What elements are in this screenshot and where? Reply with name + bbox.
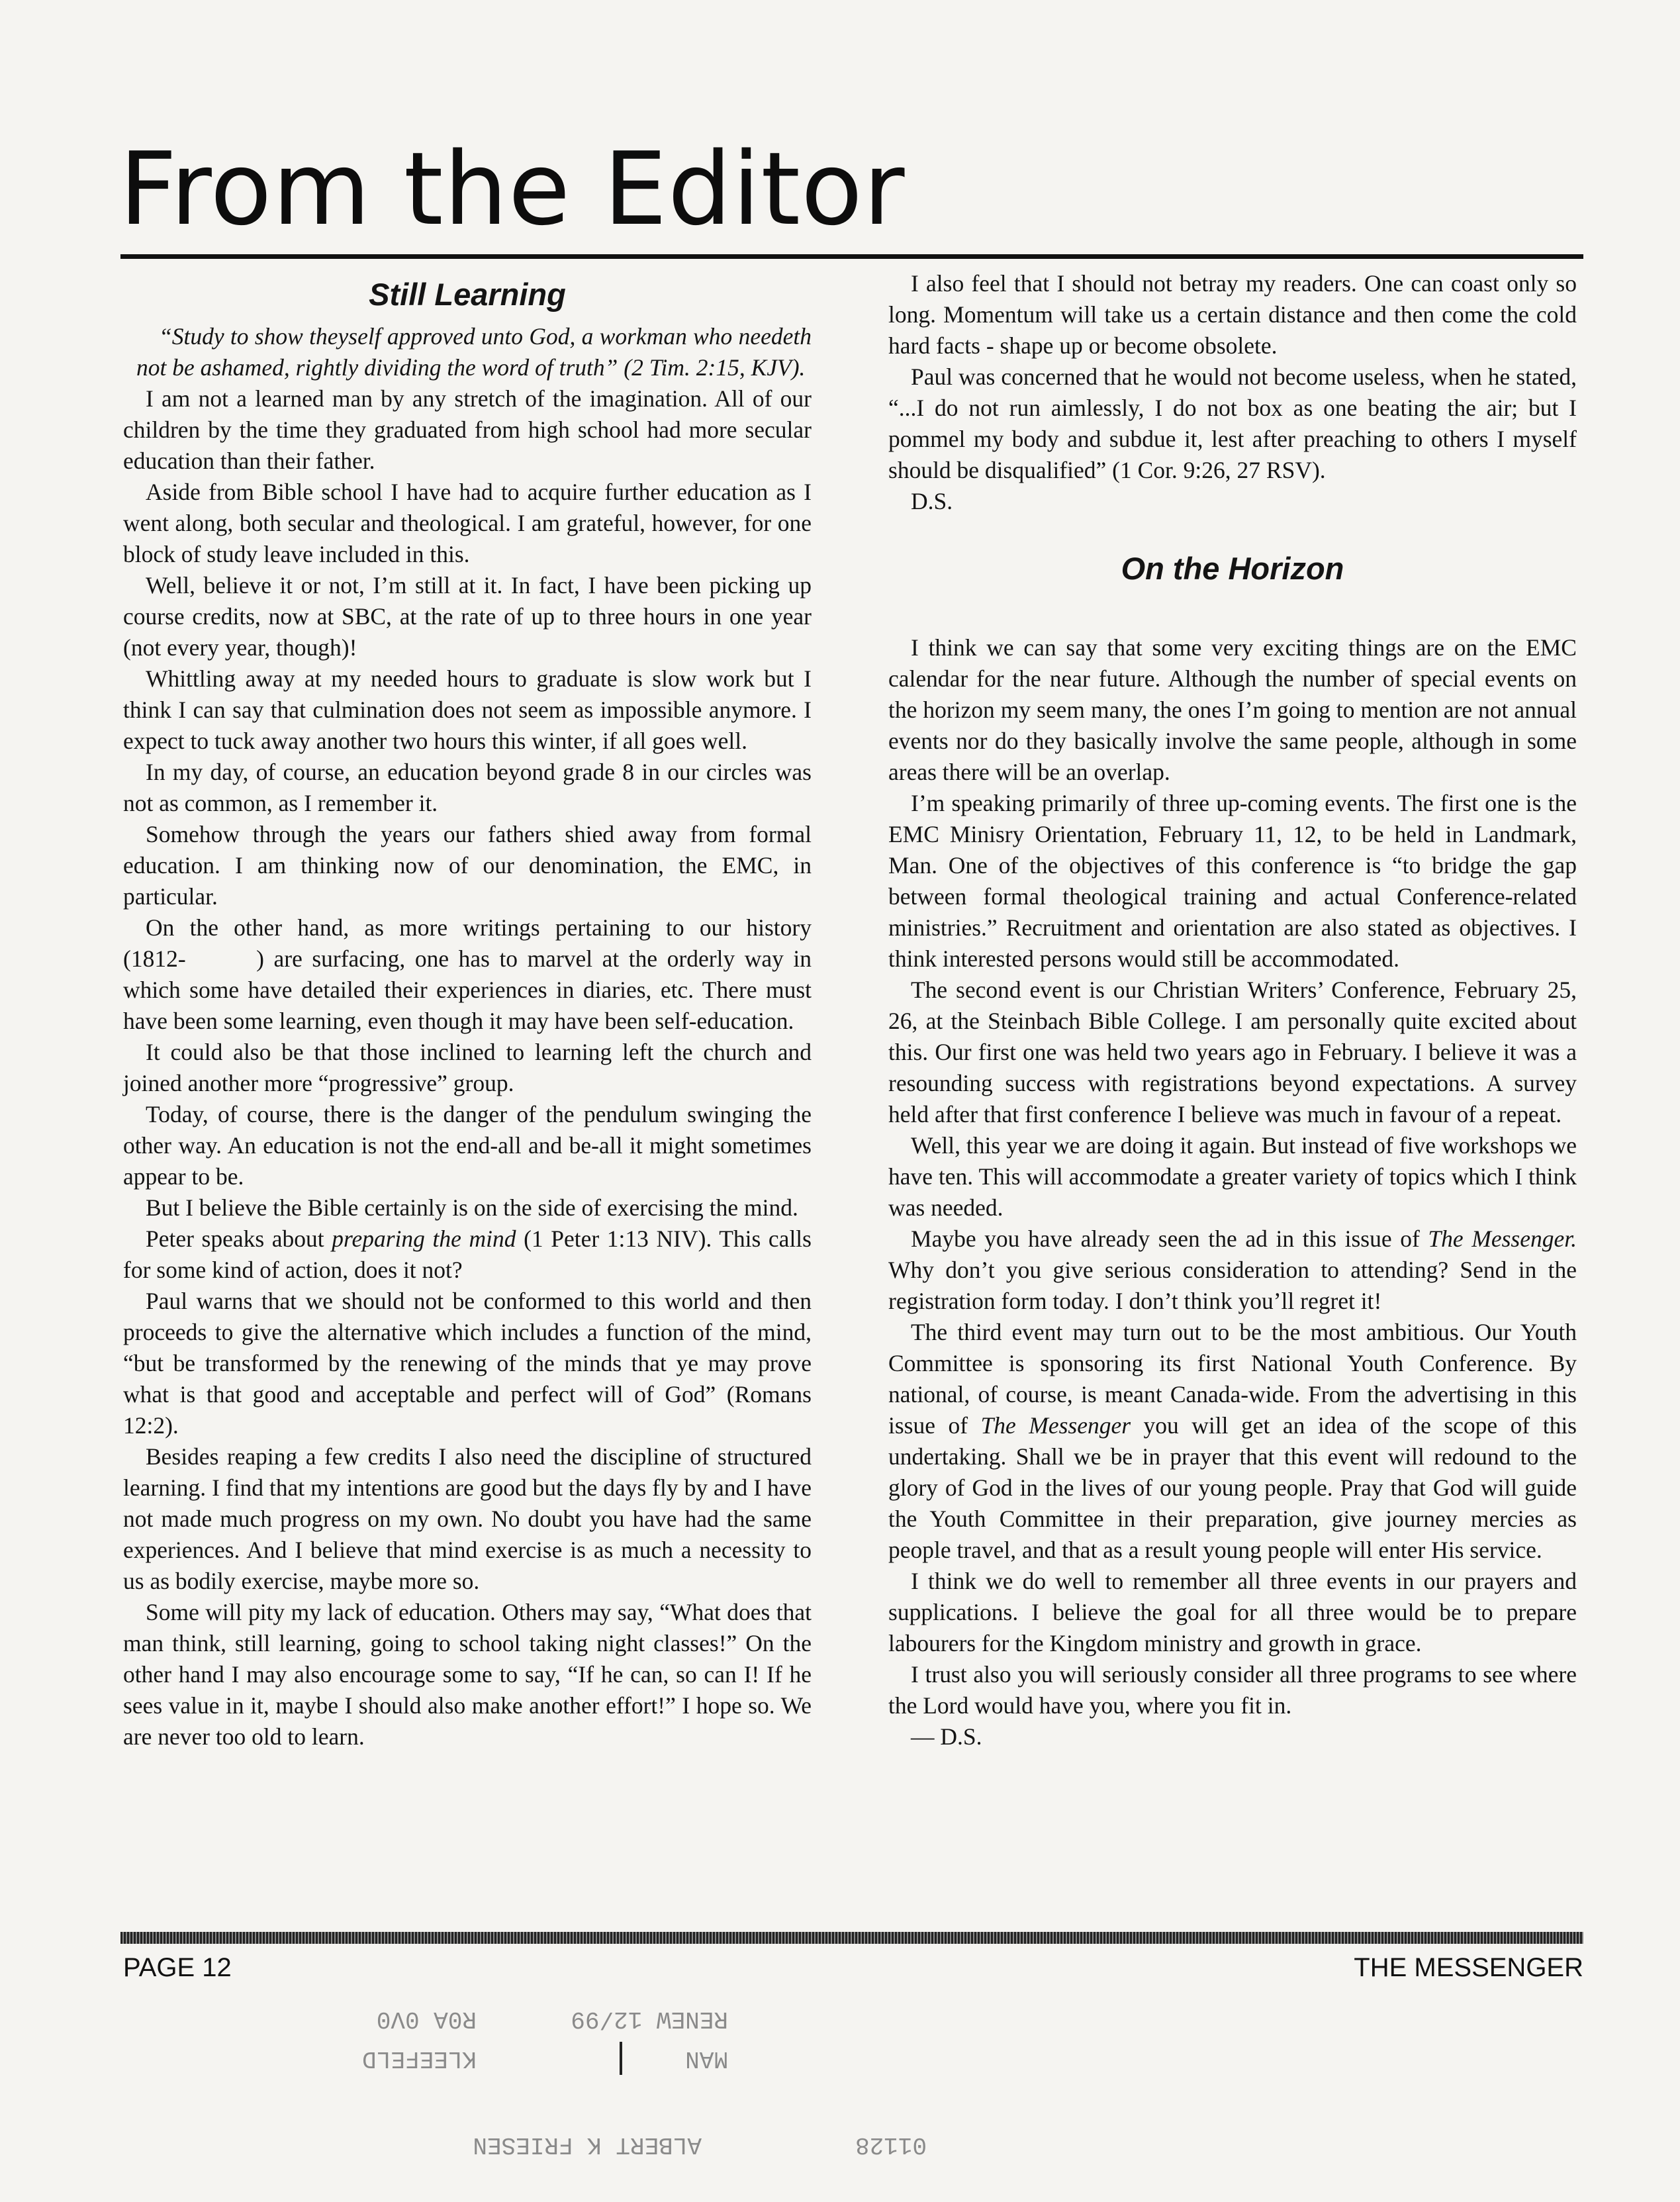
paragraph: On the other hand, as more writings pertaining to our history (1812- ) are surfacing, one has to marvel at the orderly way in which some have detailed their experiences in diaries, etc. There must have been some learning, even though it may have been self-education.	[123, 914, 812, 1034]
title-rule	[120, 254, 1583, 259]
paragraph: It could also be that those inclined to learning left the church and joined another more “progressive” group.	[123, 1039, 812, 1096]
paragraph: I think we can say that some very exciting things are on the EMC calendar for the near future. Although the number of special events on the horizon my seem many, the ones I’m going to mention are not annual events nor do they basically involve the same people, although in some areas there will be an overlap.	[888, 634, 1577, 785]
signoff: D.S.	[911, 488, 953, 514]
paragraph: Whittling away at my needed hours to graduate is slow work but I think I can say that culmination does not seem as impossible anymore. I expect to tuck away another two hours this winter, if all goes well.	[123, 665, 812, 754]
article-heading-still-learning: Still Learning	[369, 277, 566, 312]
page-number: PAGE 12	[123, 1953, 232, 1982]
epigraph: “Study to show theyself approved unto God, a workman who needeth not be ashamed, rightly dividing the word of truth” (2 Tim. 2:15, KJV).	[136, 323, 812, 381]
postal-code: R0A 0V0	[376, 2005, 477, 2033]
paragraph: The second event is our Christian Writers’ Conference, February 25, 26, at the Steinbach Bible College. I am personally quite excited about this. Our first one was held two years ago in February. I believe it was a resounding success with registrations beyond expectations. A survey held after that first conference I believe was much in favour of a repeat.	[888, 977, 1577, 1127]
signoff: — D.S.	[911, 1723, 982, 1750]
right-column	[888, 268, 1577, 1752]
paragraph: I also feel that I should not betray my readers. One can coast only so long. Momentum will take us a certain distance and then come the cold hard facts - shape up or become obsolete.	[888, 270, 1577, 359]
paragraph: I’m speaking primarily of three up-coming events. The first one is the EMC Minisry Orientation, February 11, 12, to be held in Landmark, Man. One of the objectives of this conference is “to bridge the gap between formal theological training and actual Conference-related ministries.” Recruitment and orientation are also stated as objectives. I think interested persons would still be accommodated.	[888, 790, 1577, 972]
paragraph: I trust also you will seriously consider all three programs to see where the Lord would have you, where you fit in.	[888, 1661, 1577, 1719]
text-run: you will get an idea of the scope of this undertaking. Shall we be in prayer that this event will redound to the glory of God in the lives of our young people. Pray that God will guide the Youth Committee in their preparation, give journey mercies as people travel, and that as a result young people will enter His service.	[888, 1412, 1577, 1563]
paragraph-peter	[123, 1223, 812, 1286]
subscriber-municipality: MAN	[685, 2045, 728, 2072]
paragraph: Today, of course, there is the danger of the pendulum swinging the other way. An education is not the end-all and be-all it might sometimes appear to be.	[123, 1101, 812, 1190]
footer-rule	[120, 1932, 1583, 1944]
paragraph: Besides reaping a few credits I also need the discipline of structured learning. I find that my intentions are good but the days fly by and I have not made much progress on my own. No doubt you have had the same experiences. And I believe that mind exercise is as much a necessity to us as bodily exercise, maybe more so.	[123, 1443, 812, 1594]
emphasis-text: preparing the mind	[332, 1225, 516, 1252]
emphasis-text: The Messenger.	[1428, 1225, 1577, 1252]
paragraph: I think we do well to remember all three events in our prayers and supplications. I believe the goal for all three would be to prepare labourers for the Kingdom ministry and growth in grace.	[888, 1568, 1577, 1656]
mailing-label	[362, 1999, 927, 2158]
text-run: (1 Peter 1:13 NIV). This calls for some kind of action, does it not?	[123, 1225, 812, 1283]
paragraph: Well, believe it or not, I’m still at it. In fact, I have been picking up course credits, now at SBC, at the rate of up to three hours in one year (not every year, though)!	[123, 572, 812, 661]
publication-name: THE MESSENGER	[1354, 1953, 1583, 1982]
paragraph: Some will pity my lack of education. Others may say, “What does that man think, still learning, going to school taking night classes!” On the other hand I may also encourage some to say, “If he can, so can I! If he sees value in it, maybe I should also make another effort!” I hope so. We are never too old to learn.	[123, 1599, 812, 1750]
paragraph: Well, this year we are doing it again. But instead of five workshops we have ten. This will accommodate a greater variety of topics which I think was needed.	[888, 1132, 1577, 1221]
paragraph: Paul warns that we should not be conformed to this world and then proceeds to give the alternative which includes a function of the mind, “but be transformed by the renewing of the minds that ye may prove what is that good and acceptable and perfect will of God” (Romans 12:2).	[123, 1288, 812, 1439]
text-run: Maybe you have already seen the ad in this issue of	[911, 1225, 1428, 1252]
paragraph: Aside from Bible school I have had to acquire further education as I went along, both secular and theological. I am grateful, however, for one block of study leave included in this.	[123, 479, 812, 567]
text-run: Peter speaks about	[146, 1225, 332, 1252]
paragraph: I am not a learned man by any stretch of the imagination. All of our children by the time they graduated from high school had more secular education than their father.	[123, 385, 812, 474]
renewal-date: RENEW 12/99	[571, 2005, 728, 2033]
paragraph: But I believe the Bible certainly is on the side of exercising the mind.	[146, 1194, 798, 1221]
paragraph-ad	[888, 1223, 1577, 1317]
article-heading-on-the-horizon: On the Horizon	[1121, 551, 1344, 586]
paragraph: Somehow through the years our fathers shied away from formal education. I am thinking now of our denomination, the EMC, in particular.	[123, 821, 812, 910]
paragraph-youth	[888, 1317, 1577, 1566]
subscriber-name: ALBERT K FRIESEN	[473, 2131, 702, 2158]
paragraph: In my day, of course, an education beyond grade 8 in our circles was not as common, as I remember it.	[123, 759, 812, 816]
page-title: From the Editor	[119, 130, 906, 248]
paragraph: Paul was concerned that he would not become useless, when he stated, “...I do not run aimlessly, I do not box as one beating the air; but I pommel my body and subdue it, lest after preaching to others I myself should be disqualified” (1 Cor. 9:26, 27 RSV).	[888, 363, 1577, 483]
label-mark	[620, 2042, 622, 2075]
text-run: The third event may turn out to be the most ambitious. Our Youth Committee is sponsoring its first National Youth Conference. By national, of course, is meant Canada-wide. From the advertising in this issue of	[888, 1319, 1577, 1439]
subscriber-town: KLEEFELD	[362, 2045, 477, 2072]
emphasis-text: The Messenger	[980, 1412, 1131, 1439]
left-column	[123, 268, 812, 1752]
subscriber-number: 01128	[855, 2131, 927, 2158]
text-run: Why don’t you give serious consideration to attending? Send in the registration form today. I don’t think you’ll regret it!	[888, 1257, 1577, 1314]
